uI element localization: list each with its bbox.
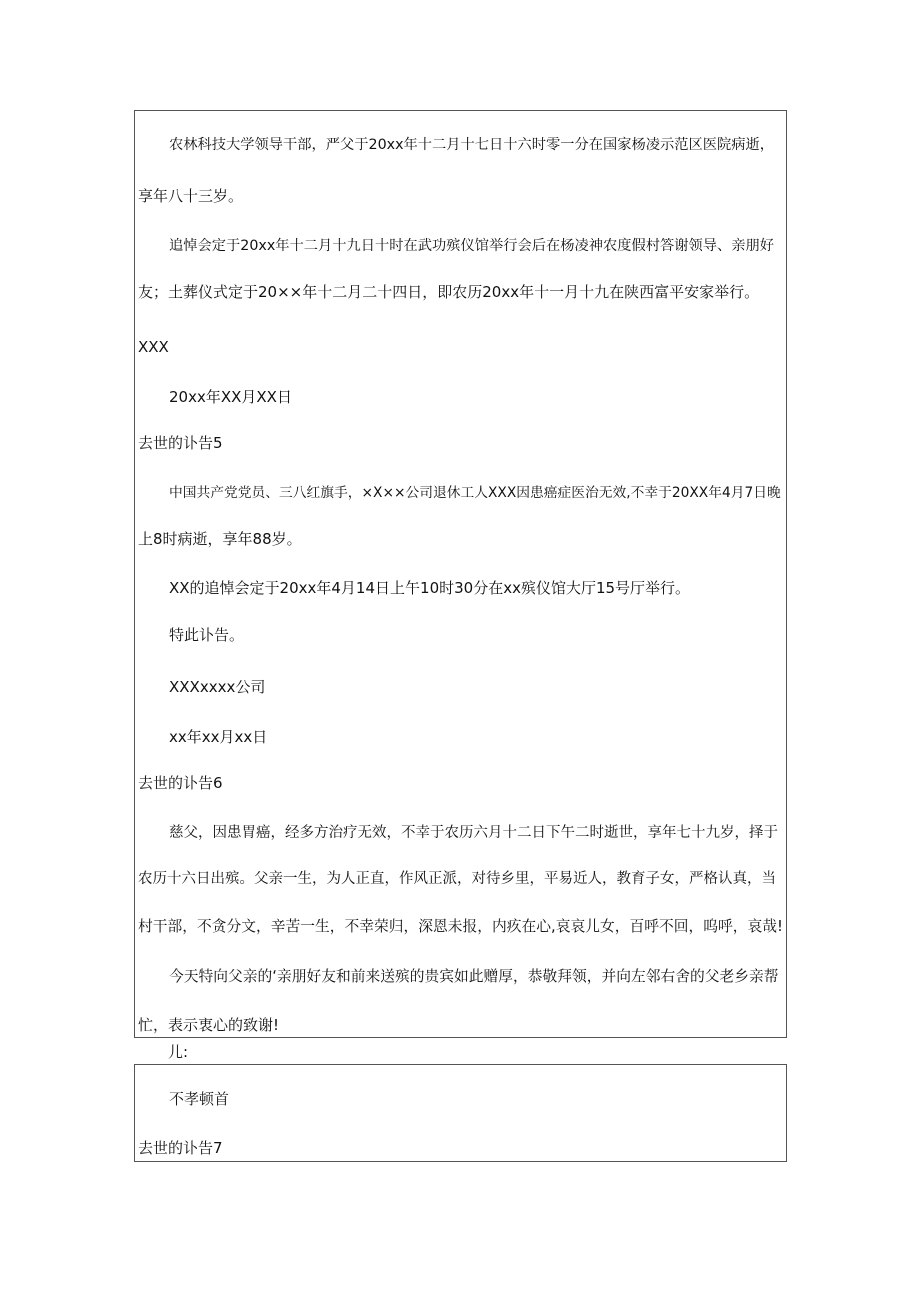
date-1: 20xx年XX月XX日 [169, 388, 292, 406]
paragraph-7-line-2: 忙，表示衷心的致谢! [138, 1016, 280, 1034]
document-page-box-2 [134, 1064, 787, 1162]
paragraph-6-line-2: 农历十六日出殡。父亲一生，为人正直，作风正派，对待乡里，平易近人，教育子女，严格认真，当 [138, 871, 776, 887]
paragraph-2-line-1: 追悼会定于20xx年十二月十九日十时在武功殡仪馆举行会后在杨凌神农度假村答谢领导、亲朋好 [169, 238, 775, 254]
paragraph-1-line-1: 农林科技大学领导干部，严父于20xx年十二月十七日十六时零一分在国家杨凌示范区医院病逝， [169, 137, 775, 153]
signature-3: 不孝顿首 [169, 1090, 230, 1108]
between-text: 儿: [168, 1043, 189, 1061]
signature-1: XXX [138, 338, 169, 356]
heading-notice-6: 去世的讣告6 [138, 774, 223, 792]
signature-2: XXXxxxx公司 [169, 678, 266, 696]
paragraph-2-line-2: 友；土葬仪式定于20××年十二月二十四日，即农历20xx年十一月十九在陕西富平安家举行。 [138, 283, 760, 301]
heading-notice-5: 去世的讣告5 [138, 434, 223, 452]
document-page-box [134, 110, 787, 1038]
paragraph-3-line-1: 中国共产党党员、三八红旗手，×X××公司退休工人XXX因患癌症医治无效,不幸于20XX年4月7日晚 [169, 485, 781, 501]
paragraph-7-line-1: 今天特向父亲的‘亲朋好友和前来送殡的贵宾如此赠厚，恭敬拜领，并向左邻右舍的父老乡亲帮 [169, 968, 779, 985]
paragraph-5: 特此讣告。 [169, 626, 245, 644]
date-2: xx年xx月xx日 [169, 728, 268, 746]
paragraph-4: XX的追悼会定于20xx年4月14日上午10时30分在xx殡仪馆大厅15号厅举行。 [169, 579, 691, 597]
heading-notice-7: 去世的讣告7 [138, 1139, 223, 1157]
paragraph-6-line-3: 村干部，不贪分文，辛苦一生，不幸荣归，深恩未报，内疚在心,哀哀儿女，百呼不回，呜呼，哀哉! [138, 918, 783, 935]
paragraph-6-line-1: 慈父，因患胃癌，经多方治疗无效，不幸于农历六月十二日下午二时逝世，享年七十九岁，择于 [169, 825, 778, 841]
paragraph-1-line-2: 享年八十三岁。 [138, 187, 244, 205]
paragraph-3-line-2: 上8时病逝，享年88岁。 [138, 530, 302, 548]
